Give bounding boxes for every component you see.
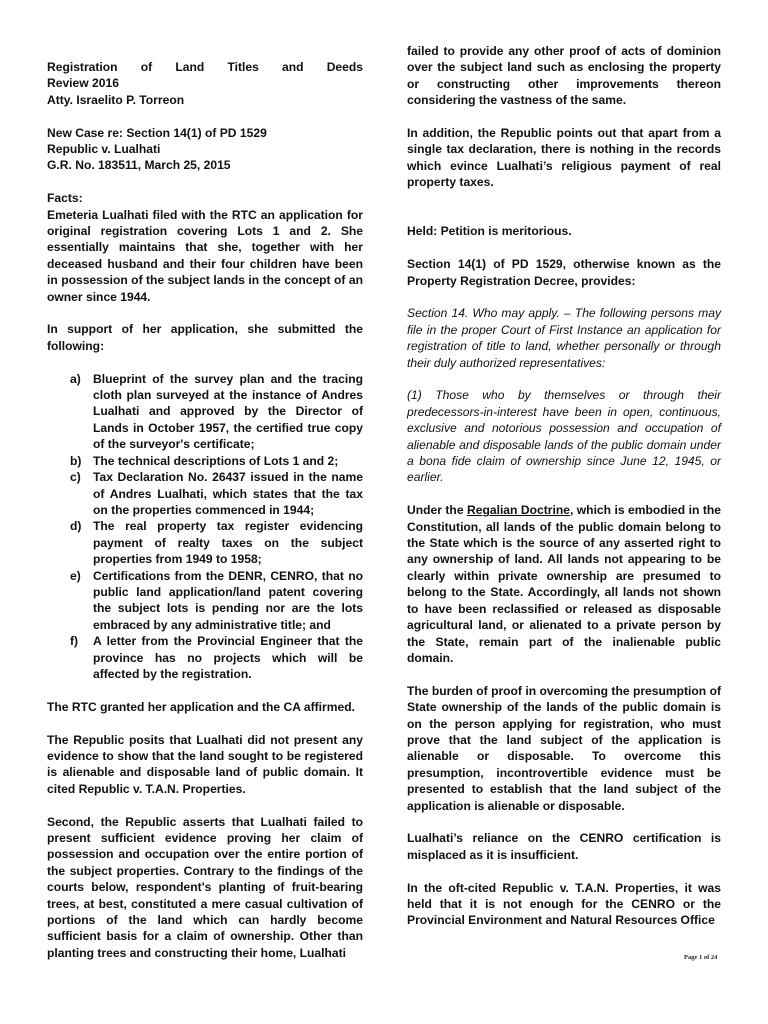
list-item: a) Blueprint of the survey plan and the tracing cloth plan surveyed at the instance of Andres Lualhati and approved by the Director of Lands in October 1957, the certified true copy of the surveyor's certificate; <box>70 371 363 452</box>
regalian-paragraph: Under the Regalian Doctrine, which is embodied in the Constitution, all lands of the public domain belong to the State which is the source of any asserted right to any ownership of land. All lands not appearing to be clearly within private ownership are presumed to belong to the State. Accordingly, all lands not shown to have been reclassified or released as disposable agricultural land, or alienated to a private person by the State, remain part of the inalienable public domain. <box>407 503 721 665</box>
continued-paragraph: failed to provide any other proof of acts of dominion over the subject land such as enclosing the property or constructing other improvements thereon considering the vastness of the same. <box>407 44 721 108</box>
list-item: c) Tax Declaration No. 26437 issued in the name of Andres Lualhati, which states that the tax on the properties commenced in 1944; <box>70 470 363 517</box>
case-header <box>47 125 363 174</box>
section-intro-paragraph: Section 14(1) of PD 1529, otherwise known as the Property Registration Decree, provides: <box>407 257 721 288</box>
case-gr-number: G.R. No. 183511, March 25, 2015 <box>47 158 231 173</box>
second-argument-paragraph: Second, the Republic asserts that Lualhati failed to present sufficient evidence proving her claim of possession and occupation over the entire portion of the subject properties. Contrary to the findings of the courts below, respondent's planting of fruit-bearing trees, at best, constituted a mere casual cultivation of portions of the land which can hardly become sufficient basis for a claim of ownership. Other than planting trees and constructing their home, Lualhati <box>47 814 363 960</box>
support-intro-paragraph: In support of her application, she submitted the following: <box>47 322 363 353</box>
section14-quote: Section 14. Who may apply. – The following persons may file in the proper Court of First Instance an application for registration of title to land, whether personally or through their duly authorized representatives: <box>407 306 721 370</box>
regalian-doctrine-term: Regalian Doctrine <box>467 503 570 518</box>
in-addition-paragraph: In addition, the Republic points out that apart from a single tax declaration, there is nothing in the records which evince Lualhati’s religious payment of real property taxes. <box>407 126 721 190</box>
oft-cited-paragraph: In the oft-cited Republic v. T.A.N. Properties, it was held that it is not enough for the CENRO or the Provincial Environment and Natural Resources Office <box>407 880 721 928</box>
list-item: f) A letter from the Provincial Engineer that the province has no projects which will be affected by the registration. <box>70 634 363 681</box>
list-item: d) The real property tax register evidencing payment of realty taxes on the subject properties from 1949 to 1958; <box>70 519 363 567</box>
section14-1-quote: (1) Those who by themselves or through their predecessors-in-interest have been in open, continuous, exclusive and notorious possession and occupation of alienable and disposable lands of the public domain under a bona fide claim of ownership since June 12, 1945, or earlier. <box>407 388 721 485</box>
case-name: Republic v. Lualhati <box>47 142 161 157</box>
reliance-paragraph: Lualhati’s reliance on the CENRO certification is misplaced as it is insufficient. <box>407 831 721 862</box>
republic-posits-paragraph: The Republic posits that Lualhati did not present any evidence to show that the land sought to be registered is alienable and disposable land of public domain. It cited Republic v. T.A.N. Properties. <box>47 732 363 796</box>
right-column <box>407 43 721 929</box>
facts-heading: Facts: <box>47 191 83 206</box>
rtc-granted-paragraph: The RTC granted her application and the CA affirmed. <box>47 699 355 714</box>
list-item: e) Certifications from the DENR, CENRO, that no public land application/land patent covering the subject lots is pending nor are the lots embraced by any administrative title; and <box>70 568 363 632</box>
new-case-line: New Case re: Section 14(1) of PD 1529 <box>47 125 267 140</box>
document-title-line2: Review 2016 <box>47 76 119 91</box>
held-paragraph: Held: Petition is meritorious. <box>407 224 572 239</box>
facts-paragraph: Emeteria Lualhati filed with the RTC an application for original registration covering Lots 1 and 2. She essentially maintains that she, together with her deceased husband and their four children have been in possession of the subject lands in the concept of an owner since 1944. <box>47 207 363 304</box>
evidence-list <box>47 371 363 683</box>
burden-paragraph: The burden of proof in overcoming the presumption of State ownership of the lands of the public domain is on the person applying for registration, who must prove that the land subject of the application is alienable or disposable. To overcome this presumption, incontrovertible evidence must be presented to establish that the land subject of the application is alienable or disposable. <box>407 683 721 813</box>
left-column <box>47 59 363 961</box>
page-number: Page 1 of 24 <box>684 954 718 961</box>
document-title <box>47 59 363 108</box>
author-name: Atty. Israelito P. Torreon <box>47 92 185 107</box>
list-item: b) The technical descriptions of Lots 1 and 2; <box>70 453 339 468</box>
document-title-line1: Registration of Land Titles and Deeds <box>47 60 363 74</box>
